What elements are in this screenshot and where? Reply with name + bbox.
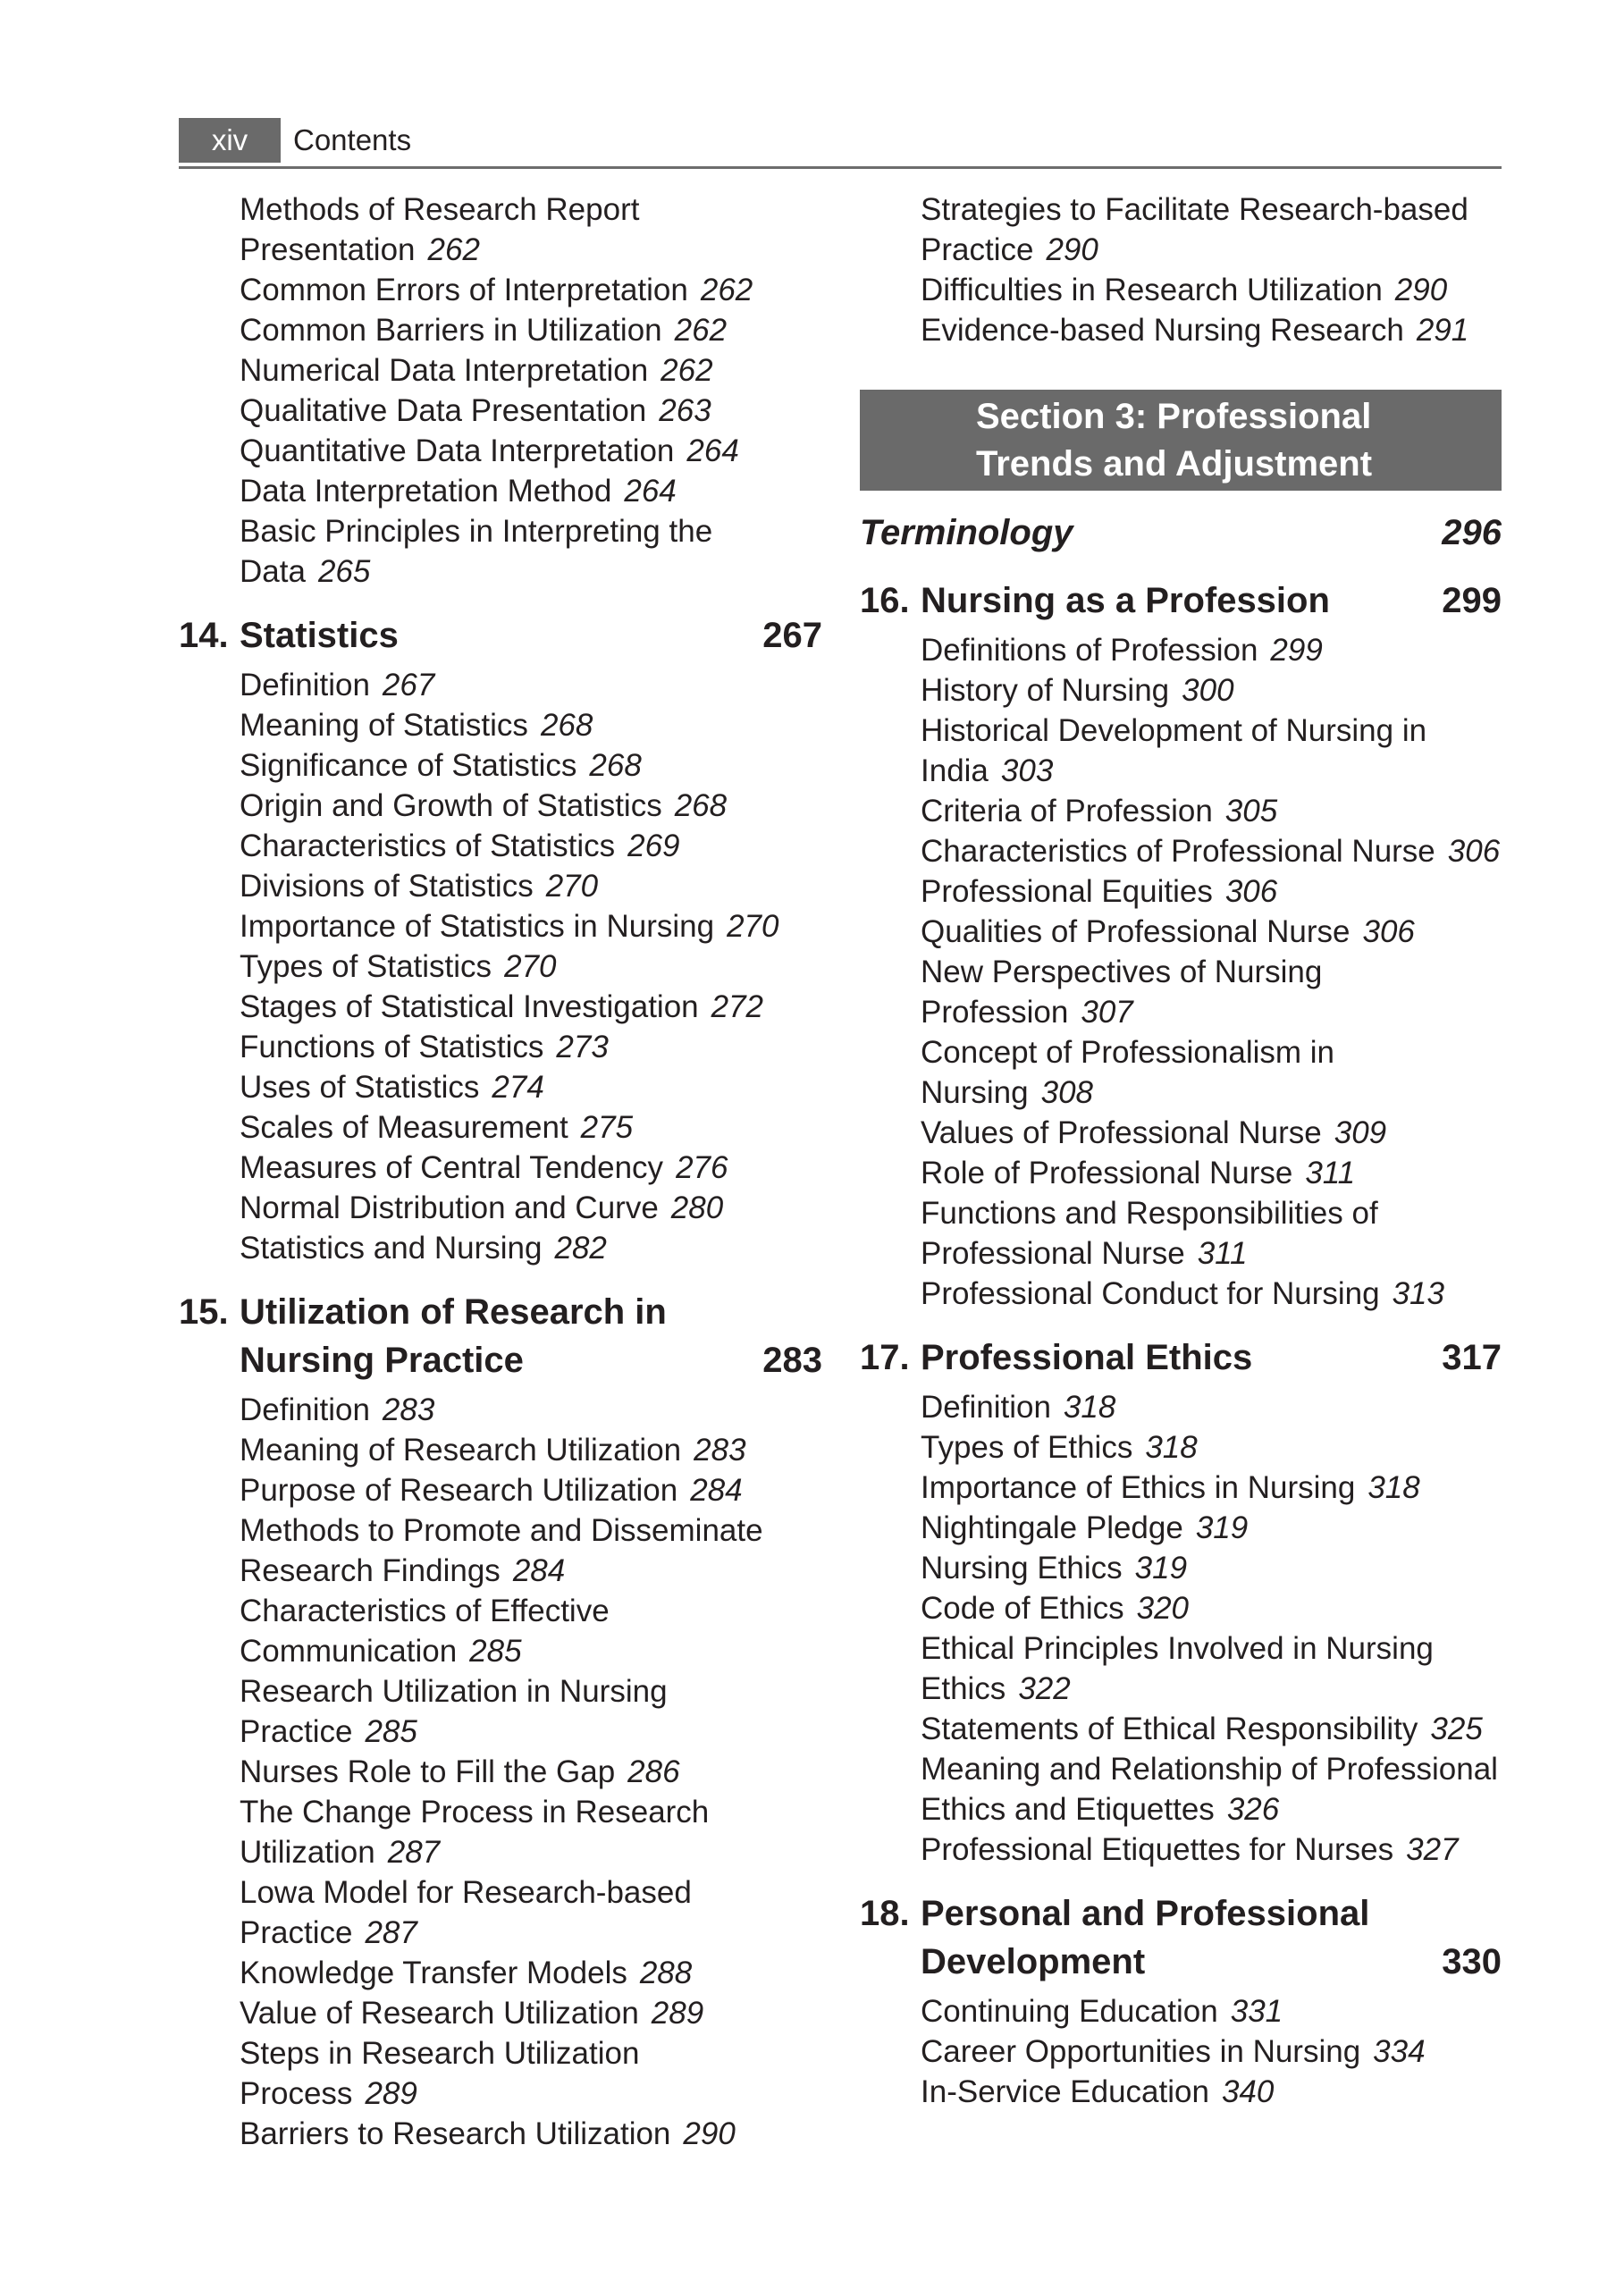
toc-entry-title: Criteria of Profession bbox=[921, 794, 1213, 829]
toc-entry bbox=[860, 1032, 1502, 1072]
chapter-page: 267 bbox=[762, 616, 822, 655]
toc-entry-title: In-Service Education bbox=[921, 2074, 1209, 2109]
toc-entry bbox=[179, 350, 822, 391]
running-header-title: Contents bbox=[293, 123, 412, 156]
toc-entry-title: Uses of Statistics bbox=[240, 1070, 480, 1105]
toc-entry-page: 306 bbox=[1447, 834, 1501, 869]
chapter-heading bbox=[860, 1889, 1502, 1986]
toc-entry bbox=[179, 1228, 822, 1268]
toc-entry bbox=[179, 665, 822, 705]
toc-entry-title: Communication bbox=[240, 1634, 458, 1669]
toc-entry bbox=[860, 310, 1502, 350]
toc-entry-page: 264 bbox=[624, 474, 677, 509]
toc-entry-title: Scales of Measurement bbox=[240, 1110, 568, 1145]
chapter-entries bbox=[179, 1390, 822, 2154]
toc-entry-title: Definition bbox=[240, 668, 370, 702]
toc-entry-page: 306 bbox=[1362, 914, 1415, 949]
toc-entry-page: 270 bbox=[727, 909, 779, 944]
toc-entry bbox=[179, 270, 822, 310]
toc-entry bbox=[860, 1709, 1502, 1749]
toc-entry-page: 268 bbox=[589, 748, 642, 783]
toc-entry-page: 264 bbox=[686, 433, 739, 468]
toc-entry bbox=[179, 2114, 822, 2154]
chapter-title: Statistics bbox=[240, 616, 399, 655]
section-banner bbox=[860, 390, 1502, 491]
toc-entry-page: 287 bbox=[365, 1915, 417, 1950]
toc-entry-page: 308 bbox=[1040, 1075, 1094, 1110]
chapter-entries bbox=[860, 1991, 1502, 2112]
toc-entry bbox=[179, 1067, 822, 1107]
toc-entry-page: 268 bbox=[674, 788, 728, 823]
toc-entry bbox=[860, 670, 1502, 711]
toc-entry-page: 262 bbox=[674, 313, 728, 348]
left-column bbox=[179, 189, 822, 2154]
toc-entry-page: 340 bbox=[1221, 2074, 1275, 2109]
toc-entry-title: Historical Development of Nursing in bbox=[921, 713, 1427, 748]
toc-entry-title: Common Errors of Interpretation bbox=[240, 273, 688, 307]
toc-entry-title: Methods of Research Report bbox=[240, 192, 640, 227]
toc-entry-title: New Perspectives of Nursing bbox=[921, 955, 1323, 989]
toc-entry-page: 268 bbox=[540, 708, 593, 743]
toc-entry-page: 327 bbox=[1406, 1832, 1459, 1867]
toc-entry-page: 269 bbox=[627, 829, 680, 863]
toc-entry bbox=[179, 310, 822, 350]
toc-entry bbox=[179, 511, 822, 551]
toc-entry bbox=[860, 952, 1502, 992]
toc-entry-title: Career Opportunities in Nursing bbox=[921, 2034, 1361, 2069]
toc-entry bbox=[179, 826, 822, 866]
toc-entry-title: Code of Ethics bbox=[921, 1591, 1124, 1626]
toc-entry bbox=[179, 1671, 822, 1712]
toc-entry bbox=[179, 189, 822, 230]
chapter-number: 17. bbox=[860, 1338, 910, 1377]
terminology-heading bbox=[860, 509, 1502, 557]
toc-entry-page: 306 bbox=[1224, 874, 1278, 909]
toc-entry-title: Utilization bbox=[240, 1835, 375, 1870]
toc-entry bbox=[179, 2033, 822, 2114]
toc-entry-title: Definition bbox=[921, 1390, 1051, 1425]
toc-entry-title: Professional Equities bbox=[921, 874, 1213, 909]
chapter-title-line: Personal and Professional bbox=[921, 1894, 1370, 1933]
toc-entry-title: Functions and Responsibilities of bbox=[921, 1196, 1378, 1231]
toc-entry-page: 263 bbox=[659, 393, 711, 428]
toc-entry-title: Numerical Data Interpretation bbox=[240, 353, 649, 388]
chapter-title: Professional Ethics bbox=[921, 1338, 1253, 1377]
toc-entry bbox=[860, 1072, 1502, 1113]
toc-entry bbox=[179, 1107, 822, 1148]
toc-entry bbox=[860, 2031, 1502, 2072]
toc-entry bbox=[179, 866, 822, 906]
toc-entry bbox=[179, 1953, 822, 1993]
toc-entry bbox=[860, 1153, 1502, 1193]
chapter-page: 330 bbox=[1442, 1942, 1502, 1981]
toc-entry-page: 325 bbox=[1430, 1712, 1483, 1746]
toc-entry-page: 318 bbox=[1063, 1390, 1116, 1425]
toc-entry-page: 262 bbox=[661, 353, 713, 388]
toc-entry bbox=[860, 1427, 1502, 1468]
toc-entry-page: 270 bbox=[545, 869, 599, 904]
toc-entry bbox=[179, 1591, 822, 1631]
toc-entry bbox=[179, 1832, 822, 1872]
toc-entry bbox=[860, 230, 1502, 270]
toc-entry-title: Professional Nurse bbox=[921, 1236, 1185, 1271]
chapter-page: 283 bbox=[762, 1341, 822, 1380]
toc-entry-title: Purpose of Research Utilization bbox=[240, 1473, 678, 1508]
toc-entry-title: Evidence-based Nursing Research bbox=[921, 313, 1404, 348]
toc-entry-title: Statistics and Nursing bbox=[240, 1231, 543, 1266]
toc-entry-page: 326 bbox=[1226, 1792, 1280, 1827]
toc-entry-title: Steps in Research Utilization Process bbox=[240, 2036, 640, 2111]
toc-entry-page: 285 bbox=[365, 1714, 417, 1749]
section-title-line: Trends and Adjustment bbox=[976, 444, 1373, 484]
toc-entry-page: 289 bbox=[651, 1996, 704, 2031]
toc-entry-title: Research Findings bbox=[240, 1553, 501, 1588]
toc-entry bbox=[860, 992, 1502, 1032]
toc-entry-title: Types of Statistics bbox=[240, 949, 492, 984]
toc-entry-title: Definitions of Profession bbox=[921, 633, 1258, 668]
toc-entry-page: 299 bbox=[1270, 633, 1323, 668]
toc-entry bbox=[860, 1233, 1502, 1274]
toc-entry-page: 300 bbox=[1182, 673, 1234, 708]
toc-entry-title: Data bbox=[240, 554, 306, 589]
toc-entry bbox=[860, 1548, 1502, 1588]
toc-entry bbox=[860, 630, 1502, 670]
toc-entry-title: Barriers to Research Utilization bbox=[240, 2116, 671, 2151]
toc-entry-title: Ethics and Etiquettes bbox=[921, 1792, 1215, 1827]
toc-entry-page: 290 bbox=[683, 2116, 736, 2151]
toc-entry-title: Measures of Central Tendency bbox=[240, 1150, 664, 1185]
toc-entry-page: 283 bbox=[382, 1392, 435, 1427]
toc-entry bbox=[860, 871, 1502, 912]
toc-entry-page: 273 bbox=[556, 1030, 609, 1064]
toc-entry-title: Quantitative Data Interpretation bbox=[240, 433, 675, 468]
toc-entry bbox=[860, 1193, 1502, 1233]
chapter-entries bbox=[179, 665, 822, 1268]
continued-entries bbox=[860, 189, 1502, 350]
toc-entry-title: Meaning of Research Utilization bbox=[240, 1433, 682, 1468]
toc-entry bbox=[179, 1913, 822, 1953]
toc-entry-title: Professional Conduct for Nursing bbox=[921, 1276, 1380, 1311]
chapter-entries bbox=[860, 1387, 1502, 1870]
toc-entry-page: 319 bbox=[1134, 1551, 1188, 1586]
toc-entry bbox=[860, 270, 1502, 310]
toc-entry-page: 282 bbox=[554, 1231, 607, 1266]
toc-entry-page: 311 bbox=[1305, 1156, 1356, 1190]
toc-entry bbox=[860, 1789, 1502, 1830]
toc-entry bbox=[179, 1027, 822, 1067]
toc-entry bbox=[179, 1993, 822, 2033]
toc-entry bbox=[179, 987, 822, 1027]
toc-entry-page: 262 bbox=[700, 273, 753, 307]
toc-entry-title: Practice bbox=[921, 232, 1034, 267]
terminology-page: 296 bbox=[1442, 513, 1502, 552]
toc-entry-title: Practice bbox=[240, 1915, 353, 1950]
toc-entry-page: 276 bbox=[676, 1150, 728, 1185]
toc-entry-page: 334 bbox=[1373, 2034, 1426, 2069]
toc-entry-title: Functions of Statistics bbox=[240, 1030, 544, 1064]
toc-entry-title: Continuing Education bbox=[921, 1994, 1218, 2029]
toc-entry-title: Meaning and Relationship of Professional bbox=[921, 1752, 1498, 1787]
toc-entry-title: Basic Principles in Interpreting the bbox=[240, 514, 713, 549]
toc-entry-title: Profession bbox=[921, 995, 1069, 1030]
toc-entry bbox=[179, 1390, 822, 1430]
toc-entry-title: Professional Etiquettes for Nurses bbox=[921, 1832, 1394, 1867]
toc-entry-title: Concept of Professionalism in bbox=[921, 1035, 1334, 1070]
toc-entry-title: Importance of Ethics in Nursing bbox=[921, 1470, 1356, 1505]
toc-entry-title: Presentation bbox=[240, 232, 416, 267]
toc-entry-title: Values of Professional Nurse bbox=[921, 1115, 1322, 1150]
toc-entry-title: Data Interpretation Method bbox=[240, 474, 612, 509]
toc-entry bbox=[860, 1508, 1502, 1548]
toc-entry-page: 290 bbox=[1394, 273, 1448, 307]
toc-entry-page: 283 bbox=[694, 1433, 746, 1468]
toc-entry-page: 284 bbox=[512, 1553, 566, 1588]
toc-entry-title: Characteristics of Professional Nurse bbox=[921, 834, 1435, 869]
chapter-title: Nursing as a Profession bbox=[921, 581, 1330, 620]
toc-entry-title: Methods to Promote and Disseminate bbox=[240, 1513, 763, 1548]
toc-entry-page: 311 bbox=[1197, 1236, 1248, 1271]
chapter-title-line: Utilization of Research in bbox=[240, 1292, 667, 1332]
toc-entry-title: Definition bbox=[240, 1392, 370, 1427]
page-number-tab: xiv bbox=[179, 118, 281, 163]
toc-entry-title: Nurses Role to Fill the Gap bbox=[240, 1754, 616, 1789]
toc-entry-title: Importance of Statistics in Nursing bbox=[240, 909, 715, 944]
toc-entry-title: Nightingale Pledge bbox=[921, 1510, 1183, 1545]
toc-entry bbox=[860, 1669, 1502, 1709]
toc-entry-page: 280 bbox=[670, 1190, 724, 1225]
chapter-entries bbox=[860, 630, 1502, 1314]
chapter-number: 14. bbox=[179, 616, 229, 655]
toc-entry-title: Divisions of Statistics bbox=[240, 869, 534, 904]
toc-entry-title: India bbox=[921, 753, 989, 788]
toc-entry-title: Lowa Model for Research-based bbox=[240, 1875, 692, 1910]
toc-entry-title: Normal Distribution and Curve bbox=[240, 1190, 659, 1225]
toc-entry-title: Stages of Statistical Investigation bbox=[240, 989, 699, 1024]
toc-entry-page: 307 bbox=[1081, 995, 1133, 1030]
toc-entry-page: 331 bbox=[1230, 1994, 1283, 2029]
chapter-number: 18. bbox=[860, 1894, 910, 1933]
toc-entry-page: 290 bbox=[1046, 232, 1098, 267]
chapter-heading bbox=[179, 611, 822, 660]
toc-entry bbox=[179, 946, 822, 987]
toc-entry-title: The Change Process in Research bbox=[240, 1795, 710, 1830]
toc-entry bbox=[179, 1188, 822, 1228]
toc-entry bbox=[179, 1872, 822, 1913]
toc-entry bbox=[860, 1628, 1502, 1669]
toc-entry-page: 320 bbox=[1136, 1591, 1190, 1626]
toc-entry-page: 322 bbox=[1018, 1671, 1071, 1706]
toc-entry-title: Ethical Principles Involved in Nursing bbox=[921, 1631, 1434, 1666]
toc-entry-page: 284 bbox=[690, 1473, 743, 1508]
chapter-title bbox=[240, 1288, 762, 1384]
toc-entry-title: Strategies to Facilitate Research-based bbox=[921, 192, 1468, 227]
toc-entry bbox=[860, 1749, 1502, 1789]
toc-entry bbox=[179, 1752, 822, 1792]
toc-entry-title: Characteristics of Effective bbox=[240, 1594, 610, 1628]
toc-entry bbox=[860, 1991, 1502, 2031]
toc-entry-page: 287 bbox=[387, 1835, 441, 1870]
toc-entry bbox=[179, 431, 822, 471]
toc-entry bbox=[860, 189, 1502, 230]
toc-entry-page: 286 bbox=[627, 1754, 680, 1789]
chapter-title-line: Nursing Practice bbox=[240, 1341, 524, 1380]
toc-entry bbox=[179, 1470, 822, 1510]
toc-entry bbox=[179, 786, 822, 826]
toc-entry-title: Nursing bbox=[921, 1075, 1029, 1110]
toc-entry-title: Nursing Ethics bbox=[921, 1551, 1123, 1586]
toc-entry-title: Common Barriers in Utilization bbox=[240, 313, 662, 348]
toc-entry bbox=[179, 471, 822, 511]
toc-entry bbox=[179, 1792, 822, 1832]
right-column bbox=[860, 189, 1502, 2112]
chapter-heading bbox=[860, 576, 1502, 625]
toc-entry bbox=[179, 1510, 822, 1551]
toc-entry bbox=[860, 1588, 1502, 1628]
toc-entry bbox=[860, 1468, 1502, 1508]
toc-entry-page: 285 bbox=[469, 1634, 522, 1669]
toc-entry-title: Significance of Statistics bbox=[240, 748, 577, 783]
toc-entry bbox=[179, 1712, 822, 1752]
toc-entry bbox=[860, 711, 1502, 751]
toc-entry-page: 289 bbox=[365, 2076, 417, 2111]
toc-entry bbox=[860, 912, 1502, 952]
running-header bbox=[179, 118, 1502, 169]
toc-entry bbox=[860, 831, 1502, 871]
toc-entry-page: 305 bbox=[1224, 794, 1278, 829]
toc-entry-title: Practice bbox=[240, 1714, 353, 1749]
chapter-title bbox=[921, 1889, 1442, 1986]
toc-entry-title: Role of Professional Nurse bbox=[921, 1156, 1293, 1190]
chapter-page: 317 bbox=[1442, 1338, 1502, 1377]
section-title-line: Section 3: Professional bbox=[976, 397, 1372, 436]
toc-entry-page: 318 bbox=[1367, 1470, 1420, 1505]
toc-entry-title: Value of Research Utilization bbox=[240, 1996, 639, 2031]
toc-entry-title: Research Utilization in Nursing bbox=[240, 1674, 668, 1709]
toc-entry bbox=[179, 1148, 822, 1188]
toc-entry-title: Origin and Growth of Statistics bbox=[240, 788, 662, 823]
toc-entry-page: 288 bbox=[639, 1956, 693, 1990]
toc-entry-title: History of Nursing bbox=[921, 673, 1170, 708]
toc-entry-page: 291 bbox=[1416, 313, 1469, 348]
toc-entry-page: 318 bbox=[1145, 1430, 1198, 1465]
toc-entry-page: 270 bbox=[504, 949, 557, 984]
toc-entry bbox=[860, 1830, 1502, 1870]
toc-entry-title: Knowledge Transfer Models bbox=[240, 1956, 627, 1990]
toc-entry bbox=[860, 791, 1502, 831]
toc-entry-page: 274 bbox=[492, 1070, 544, 1105]
toc-entry-title: Characteristics of Statistics bbox=[240, 829, 616, 863]
chapter-title-line: Development bbox=[921, 1942, 1146, 1981]
toc-entry-page: 319 bbox=[1195, 1510, 1249, 1545]
toc-entry bbox=[179, 1430, 822, 1470]
toc-entry bbox=[179, 705, 822, 745]
chapter-heading bbox=[179, 1288, 822, 1384]
toc-entry-page: 267 bbox=[382, 668, 435, 702]
chapter-number: 15. bbox=[179, 1292, 229, 1332]
toc-entry bbox=[179, 551, 822, 592]
toc-entry bbox=[860, 1113, 1502, 1153]
toc-entry bbox=[179, 230, 822, 270]
continued-entries bbox=[179, 189, 822, 592]
toc-entry-page: 313 bbox=[1392, 1276, 1444, 1311]
toc-entry-page: 265 bbox=[317, 554, 371, 589]
toc-entry-title: Qualitative Data Presentation bbox=[240, 393, 647, 428]
toc-entry bbox=[860, 1387, 1502, 1427]
toc-entry bbox=[179, 1631, 822, 1671]
toc-entry bbox=[179, 1551, 822, 1591]
chapter-heading bbox=[860, 1333, 1502, 1382]
chapter-number: 16. bbox=[860, 581, 910, 620]
toc-entry-title: Ethics bbox=[921, 1671, 1006, 1706]
toc-entry-page: 275 bbox=[580, 1110, 634, 1145]
toc-entry bbox=[860, 751, 1502, 791]
chapter-page: 299 bbox=[1442, 581, 1502, 620]
toc-entry-title: Difficulties in Research Utilization bbox=[921, 273, 1383, 307]
toc-entry-title: Types of Ethics bbox=[921, 1430, 1133, 1465]
toc-entry-page: 303 bbox=[1000, 753, 1054, 788]
toc-entry-page: 272 bbox=[711, 989, 764, 1024]
toc-entry-title: Meaning of Statistics bbox=[240, 708, 528, 743]
toc-entry bbox=[179, 745, 822, 786]
toc-entry-page: 262 bbox=[427, 232, 480, 267]
toc-entry-title: Qualities of Professional Nurse bbox=[921, 914, 1351, 949]
toc-entry bbox=[860, 2072, 1502, 2112]
toc-entry bbox=[860, 1274, 1502, 1314]
toc-entry-title: Statements of Ethical Responsibility bbox=[921, 1712, 1418, 1746]
toc-entry bbox=[179, 391, 822, 431]
terminology-title: Terminology bbox=[860, 513, 1073, 552]
toc-entry-page: 309 bbox=[1334, 1115, 1387, 1150]
toc-entry bbox=[179, 906, 822, 946]
